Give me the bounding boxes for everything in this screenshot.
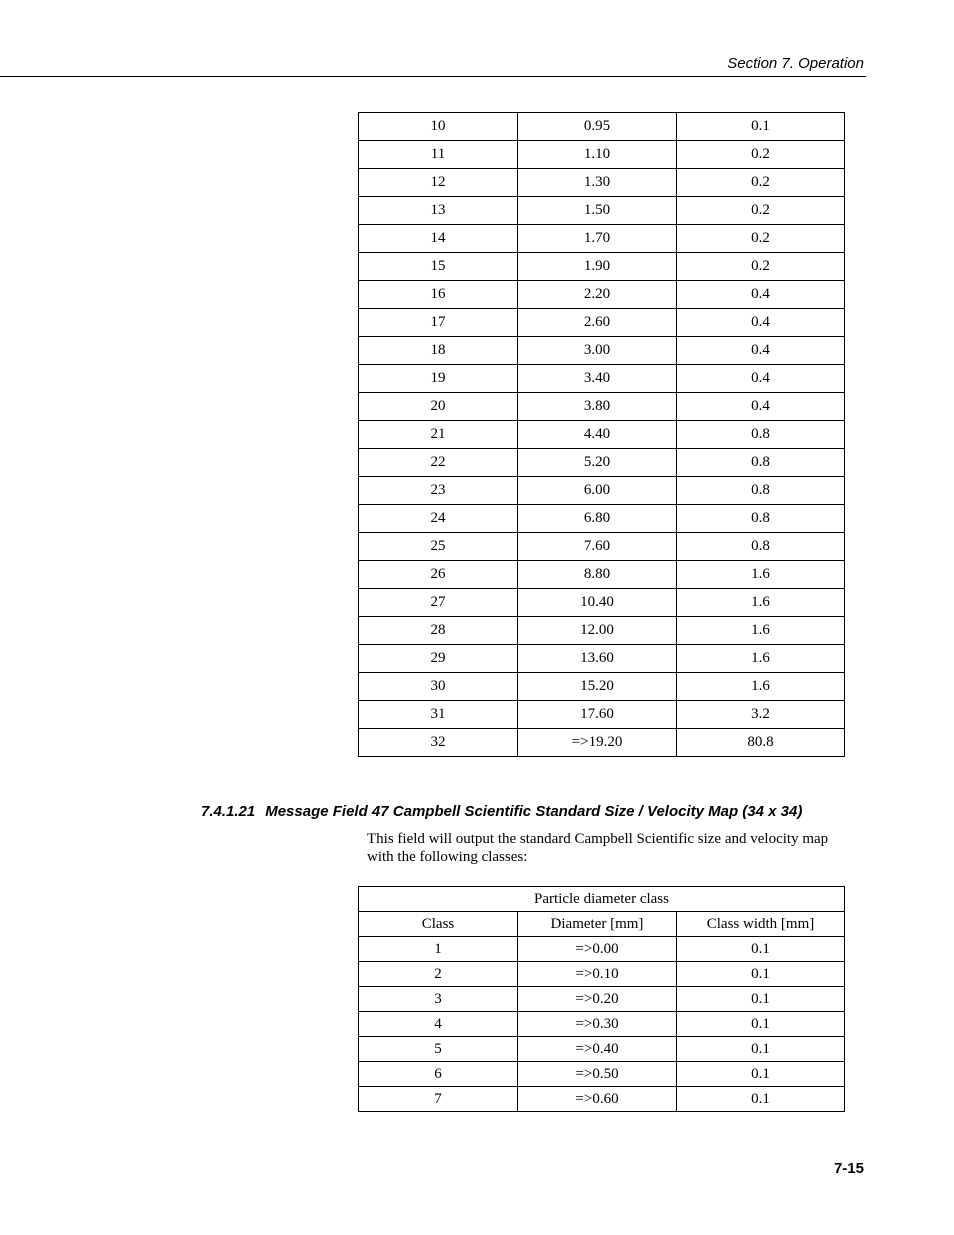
table-cell: 15.20 xyxy=(518,673,677,701)
table-row xyxy=(359,113,845,141)
table-cell: =>0.40 xyxy=(518,1037,677,1062)
table-cell: 1.6 xyxy=(677,645,845,673)
table-cell: 0.2 xyxy=(677,141,845,169)
table-row xyxy=(359,962,845,987)
table-cell: 0.8 xyxy=(677,477,845,505)
table-cell: 0.1 xyxy=(677,1087,845,1112)
section-paragraph: This field will output the standard Campbell Scientific size and velocity map with the following classes: xyxy=(367,831,829,865)
table-cell: 0.4 xyxy=(677,337,845,365)
table-cell: 0.95 xyxy=(518,113,677,141)
table-cell: 29 xyxy=(359,645,518,673)
section-title: Message Field 47 Campbell Scientific Standard Size / Velocity Map (34 x 34) xyxy=(265,803,803,820)
table-caption: Particle diameter class xyxy=(359,887,845,912)
table-cell: 15 xyxy=(359,253,518,281)
table-cell: 14 xyxy=(359,225,518,253)
running-header: Section 7. Operation xyxy=(727,55,864,72)
table-cell: 0.8 xyxy=(677,505,845,533)
table-row xyxy=(359,421,845,449)
column-header-diameter: Diameter [mm] xyxy=(518,912,677,937)
table-cell: 1.50 xyxy=(518,197,677,225)
table-cell: 0.1 xyxy=(677,1037,845,1062)
table-row xyxy=(359,281,845,309)
table-cell: =>0.20 xyxy=(518,987,677,1012)
table-cell: 1.6 xyxy=(677,561,845,589)
table-cell: 22 xyxy=(359,449,518,477)
section-number: 7.4.1.21 xyxy=(201,803,256,820)
table-row xyxy=(359,337,845,365)
table-cell: 1.10 xyxy=(518,141,677,169)
table-cell: 18 xyxy=(359,337,518,365)
table-cell: 23 xyxy=(359,477,518,505)
table-header-row xyxy=(359,912,845,937)
table-cell: 0.4 xyxy=(677,393,845,421)
table-row xyxy=(359,253,845,281)
particle-diameter-class-table xyxy=(358,886,845,1112)
table-cell: 0.1 xyxy=(677,1062,845,1087)
table-cell: =>0.30 xyxy=(518,1012,677,1037)
table-cell: =>0.50 xyxy=(518,1062,677,1087)
page-number: 7-15 xyxy=(833,1160,864,1177)
table-cell: 1.90 xyxy=(518,253,677,281)
table-cell: 19 xyxy=(359,365,518,393)
table-cell: 4 xyxy=(359,1012,518,1037)
table-cell: 0.1 xyxy=(677,962,845,987)
column-header-class: Class xyxy=(359,912,518,937)
table-cell: 13.60 xyxy=(518,645,677,673)
table-cell: 27 xyxy=(359,589,518,617)
table-cell: =>0.10 xyxy=(518,962,677,987)
table-cell: 17.60 xyxy=(518,701,677,729)
table-cell: 0.1 xyxy=(677,113,845,141)
table-row xyxy=(359,169,845,197)
table-row xyxy=(359,449,845,477)
table-cell: 12 xyxy=(359,169,518,197)
table-row xyxy=(359,533,845,561)
table-row xyxy=(359,987,845,1012)
table-row xyxy=(359,1012,845,1037)
size-class-table-body xyxy=(359,113,845,757)
table-cell: 5 xyxy=(359,1037,518,1062)
table-row xyxy=(359,645,845,673)
table-cell: 0.2 xyxy=(677,197,845,225)
table-row xyxy=(359,1087,845,1112)
table-cell: =>0.00 xyxy=(518,937,677,962)
table-cell: 2.60 xyxy=(518,309,677,337)
table-row xyxy=(359,617,845,645)
table-cell: 80.8 xyxy=(677,729,845,757)
table-cell: 0.8 xyxy=(677,421,845,449)
table-cell: 3.40 xyxy=(518,365,677,393)
table-row xyxy=(359,561,845,589)
table-row xyxy=(359,729,845,757)
table-row xyxy=(359,1037,845,1062)
table-cell: 0.8 xyxy=(677,533,845,561)
table-cell: 1.6 xyxy=(677,673,845,701)
table-cell: 0.1 xyxy=(677,937,845,962)
table-row xyxy=(359,505,845,533)
table-cell: 0.2 xyxy=(677,225,845,253)
table-cell: 6 xyxy=(359,1062,518,1087)
table-row xyxy=(359,673,845,701)
table-cell: =>19.20 xyxy=(518,729,677,757)
table-row xyxy=(359,309,845,337)
table-cell: 21 xyxy=(359,421,518,449)
table-cell: 17 xyxy=(359,309,518,337)
table-cell: 13 xyxy=(359,197,518,225)
table-cell: 25 xyxy=(359,533,518,561)
table-cell: 10 xyxy=(359,113,518,141)
table-row xyxy=(359,589,845,617)
table-cell: 1.6 xyxy=(677,589,845,617)
table-cell: 1.70 xyxy=(518,225,677,253)
table-cell: =>0.60 xyxy=(518,1087,677,1112)
table-cell: 12.00 xyxy=(518,617,677,645)
table-cell: 3 xyxy=(359,987,518,1012)
table-cell: 10.40 xyxy=(518,589,677,617)
table-cell: 0.2 xyxy=(677,253,845,281)
table-row xyxy=(359,1062,845,1087)
table-cell: 6.80 xyxy=(518,505,677,533)
table-cell: 26 xyxy=(359,561,518,589)
table-row xyxy=(359,141,845,169)
column-header-class-width: Class width [mm] xyxy=(677,912,845,937)
table-cell: 4.40 xyxy=(518,421,677,449)
table-cell: 0.4 xyxy=(677,365,845,393)
table-row xyxy=(359,365,845,393)
table-cell: 0.2 xyxy=(677,169,845,197)
table-cell: 6.00 xyxy=(518,477,677,505)
table-cell: 0.4 xyxy=(677,309,845,337)
table-cell: 0.8 xyxy=(677,449,845,477)
table-row xyxy=(359,393,845,421)
section-heading xyxy=(201,803,802,820)
table-cell: 5.20 xyxy=(518,449,677,477)
table-cell: 0.1 xyxy=(677,1012,845,1037)
table-cell: 24 xyxy=(359,505,518,533)
table-cell: 3.2 xyxy=(677,701,845,729)
table-cell: 2.20 xyxy=(518,281,677,309)
header-rule xyxy=(0,76,866,77)
table-cell: 11 xyxy=(359,141,518,169)
table-cell: 0.1 xyxy=(677,987,845,1012)
table-cell: 3.00 xyxy=(518,337,677,365)
table-cell: 28 xyxy=(359,617,518,645)
table-row xyxy=(359,937,845,962)
table-row xyxy=(359,197,845,225)
table-row xyxy=(359,701,845,729)
table-cell: 30 xyxy=(359,673,518,701)
table-row xyxy=(359,225,845,253)
table-cell: 0.4 xyxy=(677,281,845,309)
particle-diameter-table-body xyxy=(359,937,845,1112)
table-cell: 1 xyxy=(359,937,518,962)
table-cell: 3.80 xyxy=(518,393,677,421)
table-cell: 1.30 xyxy=(518,169,677,197)
table-caption-row xyxy=(359,887,845,912)
table-cell: 31 xyxy=(359,701,518,729)
table-cell: 20 xyxy=(359,393,518,421)
table-cell: 16 xyxy=(359,281,518,309)
table-cell: 1.6 xyxy=(677,617,845,645)
size-class-table-continued xyxy=(358,112,845,757)
table-cell: 7 xyxy=(359,1087,518,1112)
table-row xyxy=(359,477,845,505)
table-cell: 2 xyxy=(359,962,518,987)
table-cell: 8.80 xyxy=(518,561,677,589)
table-cell: 32 xyxy=(359,729,518,757)
table-cell: 7.60 xyxy=(518,533,677,561)
